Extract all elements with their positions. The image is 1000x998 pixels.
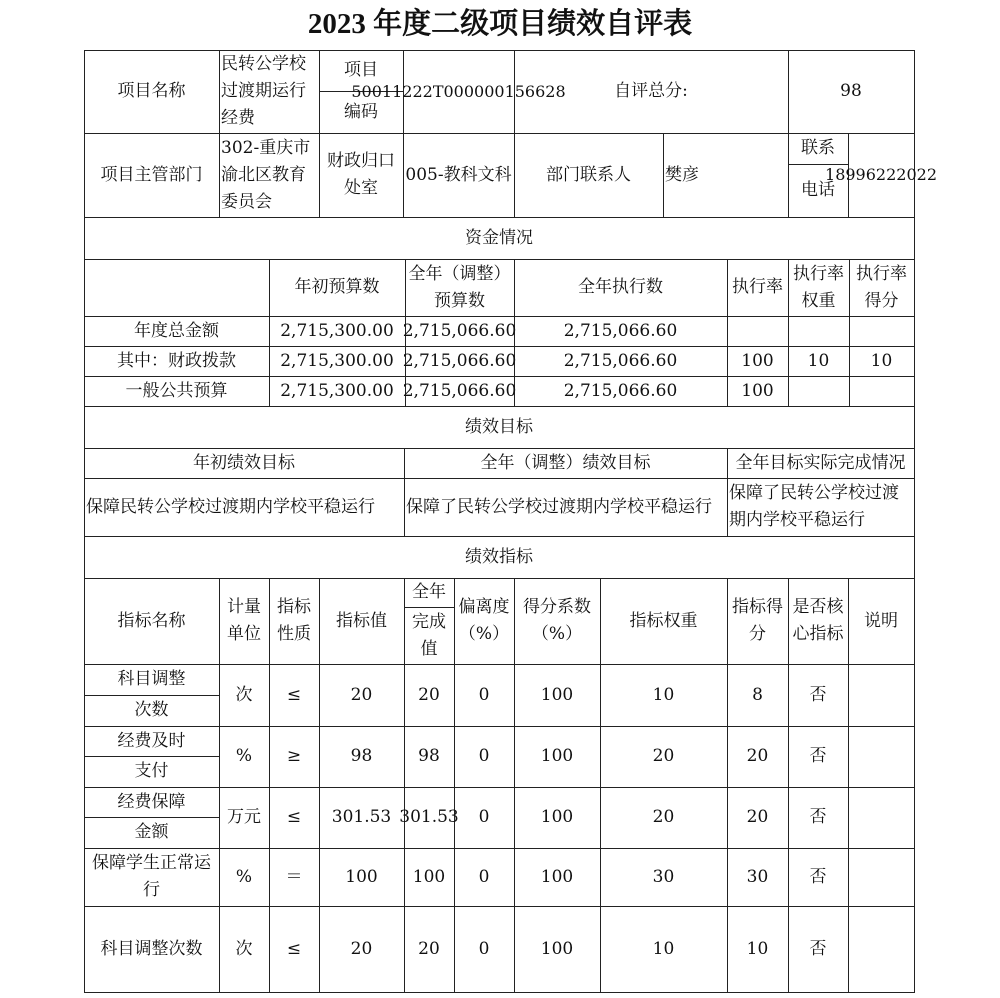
ind-row-done-text: 100 <box>412 866 446 887</box>
ind-col-weight-text: 指标权重 <box>629 610 698 631</box>
contact-value-text: 樊彦 <box>665 164 699 185</box>
ind-row-name-1 <box>86 788 217 816</box>
funds-row-rate-text: 100 <box>741 380 774 401</box>
funds-row-rate-text: 100 <box>741 350 774 371</box>
funds-col-executed-text: 全年执行数 <box>578 277 663 297</box>
funds-col-rate-text: 执行率 <box>732 277 783 297</box>
self-score <box>790 51 912 132</box>
funds-col-initial <box>271 260 403 315</box>
ind-row-value <box>321 849 402 905</box>
funds-section-title-text: 资金情况 <box>465 227 533 248</box>
funds-col-adjusted <box>407 260 512 315</box>
ind-row-name-1 <box>86 727 217 755</box>
funds-row-label <box>86 347 267 375</box>
funds-row-rate <box>729 347 786 375</box>
ind-row-name-1-text: 经费及时 <box>117 730 186 751</box>
goals-col-actual <box>729 449 912 477</box>
ind-row-score-text: 10 <box>746 938 769 959</box>
ind-row-name-text: 科目调整次数 <box>100 938 203 959</box>
ind-row-nature <box>271 665 317 725</box>
ind-row-dev-text: 0 <box>478 866 490 887</box>
ind-row-coef-text: 100 <box>540 866 574 887</box>
funds-row-executed-text: 2,715,066.60 <box>563 350 678 371</box>
funds-row-executed-text: 2,715,066.60 <box>563 320 678 341</box>
ind-row-score <box>729 788 786 847</box>
ind-row-dev <box>456 665 512 725</box>
ind-row-weight-text: 10 <box>652 684 675 705</box>
ind-row-core-text: 否 <box>809 684 827 705</box>
ind-row-name-1-text: 科目调整 <box>117 669 186 689</box>
funds-row-initial <box>271 377 403 405</box>
project-name-text: 民转公学校过渡期运行经费 <box>221 54 306 128</box>
funds-row-adjusted-text: 2,715,066.60 <box>402 380 517 401</box>
ind-row-core-text: 否 <box>809 746 827 766</box>
ind-row-value-text: 98 <box>350 746 373 766</box>
ind-row-weight-text: 30 <box>652 866 675 887</box>
ind-row-value-text: 100 <box>345 866 378 887</box>
funds-row-adjusted-text: 2,715,066.60 <box>402 350 517 371</box>
ind-row-value <box>321 788 402 847</box>
ind-row-name-2 <box>86 818 217 847</box>
ind-row-unit-text: % <box>235 746 253 766</box>
goals-adjusted-text <box>406 479 725 535</box>
funds-row-weight <box>790 347 847 375</box>
ind-row-dev-text: 0 <box>478 938 490 959</box>
ind-row-nature-text: ≥ <box>286 746 302 766</box>
ind-row-core <box>790 849 846 905</box>
ind-row-core <box>790 907 846 991</box>
ind-row-weight <box>602 727 725 786</box>
ind-row-name-1 <box>86 665 217 694</box>
ind-col-done-2-text: 完成值 <box>412 611 446 659</box>
funds-row-label <box>86 377 267 405</box>
ind-row-note <box>850 788 912 847</box>
page-title: 2023 年度二级项目绩效自评表 <box>307 8 693 40</box>
ind-row-note <box>850 665 912 725</box>
funds-row-initial-text: 2,715,300.00 <box>280 380 394 401</box>
ind-row-unit-text: 次 <box>235 684 253 705</box>
ind-row-coef <box>516 665 598 725</box>
indicators-section-title-text: 绩效指标 <box>465 546 533 567</box>
ind-row-core-text: 否 <box>809 938 827 959</box>
goals-col-initial-text: 年初绩效目标 <box>193 452 295 473</box>
ind-col-coef-text: 得分系数（%） <box>523 597 591 644</box>
goals-adjusted-text-text: 保障了民转公学校过渡期内学校平稳运行 <box>406 496 712 517</box>
ind-row-weight-text: 20 <box>652 807 675 827</box>
ind-row-done-text: 20 <box>418 938 440 959</box>
project-name-label <box>86 51 217 132</box>
goals-initial-text-text: 保障民转公学校过渡期内学校平稳运行 <box>86 496 375 517</box>
funds-row-label-text: 年度总金额 <box>134 320 219 341</box>
phone-label-2-text: 电话 <box>801 180 835 200</box>
indicators-section-title <box>86 537 912 577</box>
ind-row-score <box>729 907 786 991</box>
project-code-label-2-text: 编码 <box>344 101 378 122</box>
ind-row-coef <box>516 849 598 905</box>
ind-row-coef-text: 100 <box>540 684 574 705</box>
ind-row-dev-text: 0 <box>478 684 490 705</box>
ind-row-done <box>406 849 452 905</box>
ind-col-name-text: 指标名称 <box>117 610 186 631</box>
ind-row-core-text: 否 <box>809 866 827 887</box>
ind-row-score <box>729 727 786 786</box>
ind-row-done-text: 301.53 <box>399 807 459 827</box>
ind-row-coef-text: 100 <box>540 746 574 766</box>
funds-row-score-text: 10 <box>870 350 893 371</box>
ind-row-nature-text: ≤ <box>286 684 302 705</box>
ind-row-core <box>790 665 846 725</box>
goals-section-title <box>86 407 912 447</box>
office-value <box>405 134 512 216</box>
ind-row-weight-text: 20 <box>652 746 675 766</box>
funds-col-score-text: 执行率得分 <box>856 263 907 311</box>
ind-row-unit-text: 次 <box>235 938 253 959</box>
office-label-text: 财政归口处室 <box>327 151 395 198</box>
ind-row-weight-text: 10 <box>652 938 675 959</box>
goals-col-actual-text: 全年目标实际完成情况 <box>735 452 906 473</box>
ind-col-dev-text: 偏离度（%） <box>458 597 510 644</box>
ind-row-name-2 <box>86 696 217 725</box>
dept-label <box>86 134 217 216</box>
ind-col-note <box>850 579 912 663</box>
ind-row-unit-text: % <box>235 866 253 887</box>
ind-col-done-1-text: 全年 <box>412 582 446 602</box>
funds-row-adjusted <box>402 347 517 375</box>
ind-row-nature-text: ＝ <box>285 866 303 887</box>
funds-row-score <box>851 317 912 345</box>
ind-row-dev <box>456 727 512 786</box>
ind-col-score <box>729 579 786 663</box>
phone-value-text: 18996222022 <box>825 165 937 184</box>
ind-row-unit <box>221 907 267 991</box>
funds-section-title <box>86 218 912 258</box>
ind-row-dev <box>456 788 512 847</box>
goals-section-title-text: 绩效目标 <box>465 416 533 437</box>
dept-value <box>221 134 317 216</box>
self-score-label <box>516 51 786 132</box>
funds-col-executed <box>516 260 725 315</box>
ind-row-score-text: 20 <box>746 807 769 827</box>
ind-row-name <box>86 907 217 991</box>
ind-col-unit-text: 计量单位 <box>227 597 261 644</box>
ind-col-dev <box>456 579 512 663</box>
goals-actual-text <box>729 479 912 535</box>
ind-row-score <box>729 665 786 725</box>
funds-row-weight <box>790 377 847 405</box>
contact-label <box>516 134 661 216</box>
ind-col-unit <box>221 579 267 663</box>
ind-col-value <box>321 579 402 663</box>
dept-label-text: 项目主管部门 <box>100 164 203 185</box>
ind-row-nature-text: ≤ <box>286 938 302 959</box>
ind-row-score-text: 8 <box>752 684 763 705</box>
ind-row-note <box>850 907 912 991</box>
office-value-text: 005-教科文科 <box>405 164 512 185</box>
project-code-text: 50011222T000000156628 <box>351 81 566 101</box>
ind-row-unit <box>221 727 267 786</box>
ind-row-weight <box>602 907 725 991</box>
ind-row-nature <box>271 788 317 847</box>
ind-row-coef <box>516 727 598 786</box>
project-code-label-1-text: 项目 <box>344 60 378 80</box>
funds-row-initial <box>271 317 403 345</box>
ind-row-score <box>729 849 786 905</box>
ind-row-coef <box>516 907 598 991</box>
funds-row-label-text: 其中：财政拨款 <box>117 350 236 371</box>
funds-row-adjusted <box>402 377 517 405</box>
ind-row-note <box>850 849 912 905</box>
funds-col-weight <box>790 260 847 315</box>
ind-row-nature <box>271 727 317 786</box>
ind-col-done-2 <box>406 608 452 663</box>
ind-row-done <box>406 665 452 725</box>
ind-col-nature <box>271 579 317 663</box>
ind-row-unit <box>221 849 267 905</box>
ind-row-nature <box>271 907 317 991</box>
ind-row-name-2-text: 金额 <box>134 822 169 842</box>
goals-col-initial <box>86 449 402 477</box>
ind-row-done-text: 98 <box>418 746 440 766</box>
ind-row-dev-text: 0 <box>478 807 490 827</box>
ind-col-value-text: 指标值 <box>336 610 387 631</box>
dept-value-text: 302-重庆市渝北区教育委员会 <box>221 137 311 212</box>
ind-row-name-text: 保障学生正常运行 <box>92 853 211 900</box>
funds-col-weight-text: 执行率权重 <box>793 263 844 311</box>
self-score-label-text: 自评总分: <box>614 81 688 101</box>
ind-row-done-text: 20 <box>418 684 440 705</box>
ind-col-weight <box>602 579 725 663</box>
ind-row-unit <box>221 788 267 847</box>
goals-col-adjusted-text: 全年（调整）绩效目标 <box>480 452 651 473</box>
funds-row-rate <box>729 377 786 405</box>
project-name-label-text: 项目名称 <box>117 81 186 101</box>
phone-label-1 <box>790 134 846 163</box>
funds-row-adjusted <box>402 317 517 345</box>
phone-value <box>825 134 937 216</box>
contact-label-text: 部门联系人 <box>546 164 631 185</box>
funds-row-weight-text: 10 <box>807 350 830 371</box>
funds-col-adjusted-text: 全年（调整）预算数 <box>408 263 511 311</box>
goals-col-adjusted <box>406 449 725 477</box>
ind-row-dev <box>456 849 512 905</box>
ind-row-weight <box>602 665 725 725</box>
ind-row-done <box>406 907 452 991</box>
funds-row-executed <box>516 347 725 375</box>
ind-row-nature <box>271 849 317 905</box>
ind-row-value <box>321 727 402 786</box>
contact-value <box>665 134 786 216</box>
ind-row-unit <box>221 665 267 725</box>
ind-row-name-2 <box>86 757 217 786</box>
ind-row-value-text: 20 <box>350 684 373 705</box>
ind-row-dev <box>456 907 512 991</box>
ind-row-weight <box>602 849 725 905</box>
funds-row-weight <box>790 317 847 345</box>
funds-row-executed-text: 2,715,066.60 <box>563 380 678 401</box>
ind-row-note <box>850 727 912 786</box>
funds-row-initial-text: 2,715,300.00 <box>280 350 394 371</box>
goals-initial-text <box>86 479 402 535</box>
funds-col-initial-text: 年初预算数 <box>294 277 380 297</box>
self-score-text: 98 <box>840 81 862 101</box>
goals-actual-text-text: 保障了民转公学校过渡期内学校平稳运行 <box>729 483 899 530</box>
ind-row-name-1-text: 经费保障 <box>117 791 186 812</box>
funds-row-score <box>851 377 912 405</box>
funds-col-score <box>851 260 912 315</box>
ind-row-score-text: 20 <box>746 746 769 766</box>
ind-row-weight <box>602 788 725 847</box>
ind-row-coef-text: 100 <box>540 807 574 827</box>
ind-row-dev-text: 0 <box>478 746 490 766</box>
funds-row-score <box>851 347 912 375</box>
ind-col-done-1 <box>406 579 452 606</box>
ind-row-nature-text: ≤ <box>286 807 302 827</box>
phone-label-1-text: 联系 <box>801 138 835 158</box>
ind-col-name <box>86 579 217 663</box>
office-label <box>321 134 401 216</box>
funds-col-rate <box>729 260 786 315</box>
ind-row-core <box>790 788 846 847</box>
project-name <box>221 51 317 132</box>
ind-row-coef <box>516 788 598 847</box>
ind-row-unit-text: 万元 <box>227 807 261 827</box>
ind-row-name-2-text: 支付 <box>134 761 169 781</box>
ind-row-core-text: 否 <box>809 807 827 827</box>
funds-row-adjusted-text: 2,715,066.60 <box>402 320 517 341</box>
ind-row-value-text: 301.53 <box>331 807 392 827</box>
ind-col-note-text: 说明 <box>864 610 898 631</box>
ind-row-value <box>321 907 402 991</box>
funds-row-initial <box>271 347 403 375</box>
ind-row-value <box>321 665 402 725</box>
funds-row-executed <box>516 317 725 345</box>
ind-row-core <box>790 727 846 786</box>
funds-row-executed <box>516 377 725 405</box>
ind-row-value-text: 20 <box>350 938 373 959</box>
ind-col-core <box>790 579 846 663</box>
ind-row-name <box>86 849 217 905</box>
ind-row-done <box>399 788 459 847</box>
funds-row-initial-text: 2,715,300.00 <box>280 320 394 341</box>
ind-row-name-2-text: 次数 <box>134 700 169 720</box>
funds-row-label-text: 一般公共预算 <box>125 380 228 401</box>
ind-row-score-text: 30 <box>746 866 769 887</box>
ind-row-coef-text: 100 <box>540 938 574 959</box>
ind-row-done <box>406 727 452 786</box>
ind-col-nature-text: 指标性质 <box>277 597 311 644</box>
funds-row-rate <box>729 317 786 345</box>
funds-row-label <box>86 317 267 345</box>
ind-col-core-text: 是否核心指标 <box>792 597 844 644</box>
ind-col-coef <box>516 579 598 663</box>
ind-col-score-text: 指标得分 <box>732 597 783 644</box>
